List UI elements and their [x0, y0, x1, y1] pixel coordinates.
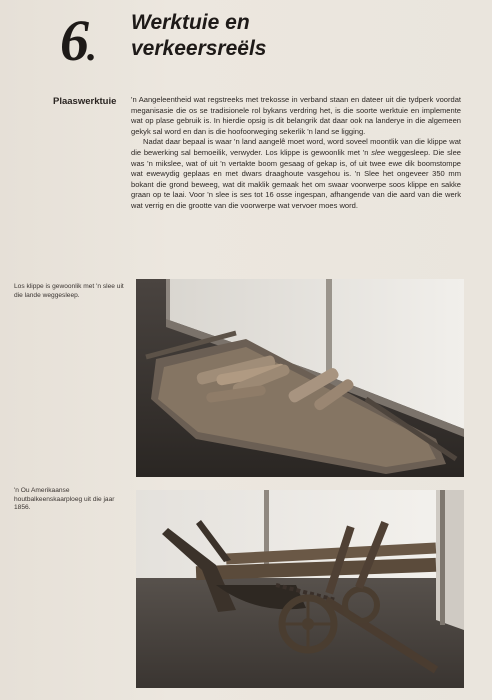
figure-caption: 'n Ou Amerikaanse houtbalkeenskaarploeg uit die jaar 1856.: [14, 487, 115, 512]
paragraph: 'n Aangeleentheid wat regstreeks met trekosse in verband staan en dateer uit die tydperk voordat meganisasie die os se tradisionele rol bykans verdring het, is die soorte werktuie en implemente wat op plase gebruik is. In hierdie opsig is dit belangrik dat daar ook na landerye in die algemeen gekyk sal word en dan is die hoofoorweging sekerlik 'n land se ligging.: [131, 95, 461, 136]
chapter-title: [131, 10, 266, 62]
figure-caption: Los klippe is gewoonlik met 'n slee uit die lande weggesleep.: [14, 283, 124, 299]
section-heading: Plaaswerktuie: [53, 96, 117, 107]
paragraph: Nadat daar bepaal is waar 'n land aangelê moet word, word soveel moontlik van die klippe wat die bewerking sal bemoeilik, verwyder. Los klippe is gewoonlik met 'n slee weggesleep. Die slee was 'n mikslee, wat of uit 'n vertakte boom gesaag of gekap is, of uit twee ewe dik boomstompe wat ewewydig geplaas en met dwars draaghoute vasgehou is. 'n Slee het ongeveer 350 mm bokant die grond beweeg, wat dit maklik gemaak het om swaar voorwerpe soos klippe en sakke graan op te laai. Voor 'n slee is ses tot 16 osse ingespan, afhangende van die aard van die werk wat verrig en die grootte van die voorwerpe wat vervoer moes word.: [131, 137, 461, 210]
chapter-number: 6.: [60, 8, 95, 73]
sledge-image: [136, 279, 464, 477]
chapter-title-line1: Werktuie en: [131, 11, 250, 34]
photo-sledge: [136, 279, 464, 477]
plough-image: [136, 490, 464, 688]
emphasis-word: slee: [371, 147, 386, 157]
photo-plough: [136, 490, 464, 688]
chapter-title-line2: verkeersreëls: [131, 37, 267, 60]
section-body: [131, 95, 461, 212]
